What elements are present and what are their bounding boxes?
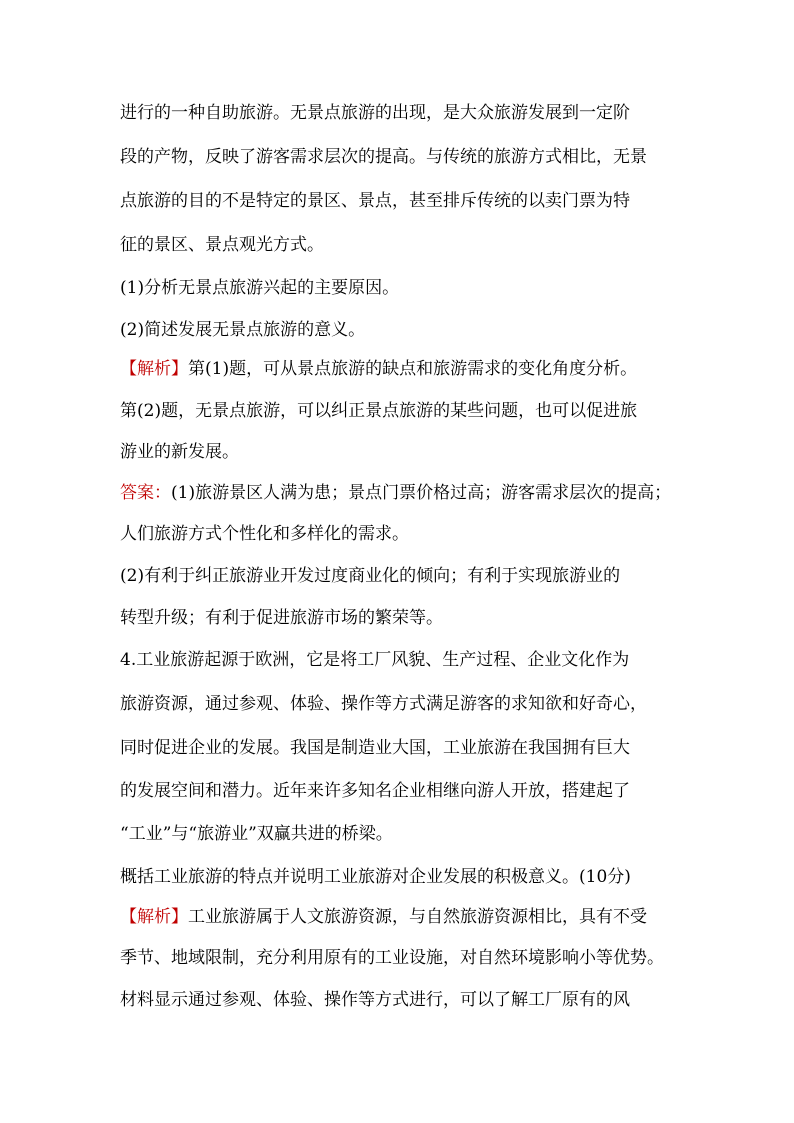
analysis-line: [120, 357, 680, 381]
line-text: 的发展空间和潜力。近年来许多知名企业相继向游人开放，搭建起了: [120, 781, 630, 801]
line-text: 进行的一种自助旅游。无景点旅游的出现，是大众旅游发展到一定阶: [120, 103, 630, 123]
line-text: 段的产物，反映了游客需求层次的提高。与传统的旅游方式相比，无景: [120, 147, 647, 167]
text-line: [120, 101, 680, 125]
line-text: 材料显示通过参观、体验、操作等方式进行，可以了解工厂原有的风: [120, 990, 630, 1010]
line-text: 概括工业旅游的特点并说明工业旅游对企业发展的积极意义。(10分): [120, 867, 631, 887]
analysis-line: [120, 905, 680, 929]
text-line: [120, 233, 680, 257]
question-2: [120, 318, 680, 342]
text-line: [120, 522, 680, 546]
line-text: 同时促进企业的发展。我国是制造业大国，工业旅游在我国拥有巨大: [120, 738, 630, 758]
question-1: [120, 276, 680, 300]
text-line: [120, 946, 680, 970]
line-text: 第(1)题，可从景点旅游的缺点和旅游需求的变化角度分析。: [188, 359, 638, 379]
question-4: [120, 648, 680, 672]
text-line: [120, 988, 680, 1012]
text-line: [120, 399, 680, 423]
analysis-label: 【解析】: [120, 907, 188, 927]
text-line: [120, 692, 680, 716]
line-text: 征的景区、景点观光方式。: [120, 235, 324, 255]
text-line: [120, 606, 680, 630]
text-line: [120, 822, 680, 846]
line-text: (2)简述发展无景点旅游的意义。: [120, 320, 366, 340]
text-line: [120, 189, 680, 213]
line-text: 点旅游的目的不是特定的景区、景点，甚至排斥传统的以卖门票为特: [120, 191, 630, 211]
answer-line: [120, 481, 680, 505]
text-line: [120, 779, 680, 803]
line-text: 第(2)题，无景点旅游，可以纠正景点旅游的某些问题，也可以促进旅: [120, 401, 638, 421]
line-text: 游业的新发展。: [120, 442, 239, 462]
text-line: [120, 736, 680, 760]
line-text: 季节、地域限制，充分利用原有的工业设施，对自然环境影响小等优势。: [120, 948, 664, 968]
line-text: “工业”与“旅游业”双赢共进的桥梁。: [120, 824, 393, 844]
line-text: (2)有利于纠正旅游业开发过度商业化的倾向；有利于实现旅游业的: [120, 566, 621, 586]
line-text: 4.工业旅游起源于欧洲，它是将工厂风貌、生产过程、企业文化作为: [120, 650, 630, 670]
line-text: 工业旅游属于人文旅游资源，与自然旅游资源相比，具有不受: [188, 907, 647, 927]
line-text: 人们旅游方式个性化和多样化的需求。: [120, 524, 409, 544]
text-line: [120, 564, 680, 588]
text-line: [120, 440, 680, 464]
analysis-label: 【解析】: [120, 359, 188, 379]
line-text: (1)旅游景区人满为患；景点门票价格过高；游客需求层次的提高；: [171, 483, 672, 503]
text-line: [120, 145, 680, 169]
line-text: (1)分析无景点旅游兴起的主要原因。: [120, 278, 400, 298]
line-text: 旅游资源，通过参观、体验、操作等方式满足游客的求知欲和好奇心，: [120, 694, 647, 714]
answer-label: 答案：: [120, 483, 171, 503]
line-text: 转型升级；有利于促进旅游市场的繁荣等。: [120, 608, 443, 628]
question-prompt: [120, 865, 680, 889]
